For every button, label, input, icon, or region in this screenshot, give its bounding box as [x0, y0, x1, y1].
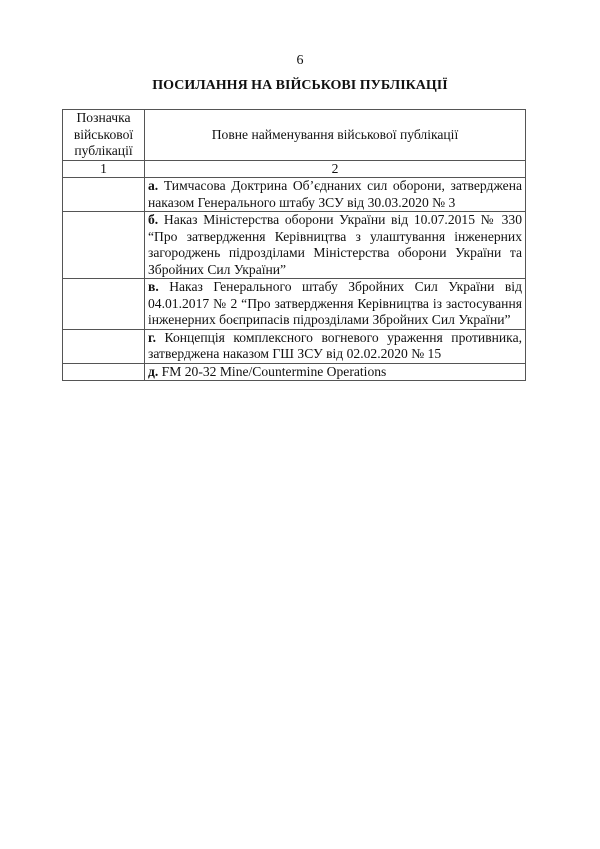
header-full-name: Повне найменування військової публікації	[145, 110, 526, 161]
publication-cell	[145, 178, 526, 212]
item-marker: г.	[148, 329, 157, 345]
item-marker: д.	[148, 363, 159, 379]
publication-cell	[145, 279, 526, 330]
table-row	[63, 329, 526, 363]
publication-cell	[145, 363, 526, 381]
publication-text: FM 20-32 Mine/Countermine Operations	[158, 363, 387, 379]
table-row	[63, 212, 526, 279]
designation-cell	[63, 212, 145, 279]
page-title: ПОСИЛАННЯ НА ВІЙСЬКОВІ ПУБЛІКАЦІЇ	[152, 78, 448, 93]
page-number: 6	[296, 53, 304, 68]
publications-table	[62, 109, 526, 381]
header-designation: Позначка військової публікації	[63, 110, 145, 161]
designation-cell	[63, 279, 145, 330]
table-row	[63, 178, 526, 212]
table-row	[63, 279, 526, 330]
publication-cell	[145, 212, 526, 279]
designation-cell	[63, 329, 145, 363]
publication-text: Наказ Генерального штабу Збройних Сил України від 04.01.2017 № 2 “Про затвердження Керівництва із застосування інженерних боєприпасів підрозділами Збройних Сил України”	[148, 279, 522, 327]
column-number: 2	[145, 160, 526, 178]
publication-text: Концепція комплексного вогневого ураження противника, затверджена наказом ГШ ЗСУ від 02.02.2020 № 15	[148, 329, 522, 361]
publication-text: Наказ Міністерства оборони України від 10.07.2015 № 330 “Про затвердження Керівництва з улаштування інженерних загороджень підрозділами Міністерства оборони України та Збройних Сил України”	[148, 212, 522, 277]
table-row	[63, 363, 526, 381]
designation-cell	[63, 178, 145, 212]
item-marker: б.	[148, 212, 159, 227]
column-number-row	[63, 160, 526, 178]
column-number: 1	[63, 160, 145, 178]
item-marker: а.	[148, 178, 159, 193]
publication-text: Тимчасова Доктрина Об’єднаних сил оборони, затверджена наказом Генерального штабу ЗСУ від 30.03.2020 № 3	[148, 178, 522, 210]
publication-cell	[145, 329, 526, 363]
designation-cell	[63, 363, 145, 381]
table-header-row	[63, 110, 526, 161]
item-marker: в.	[148, 279, 159, 294]
